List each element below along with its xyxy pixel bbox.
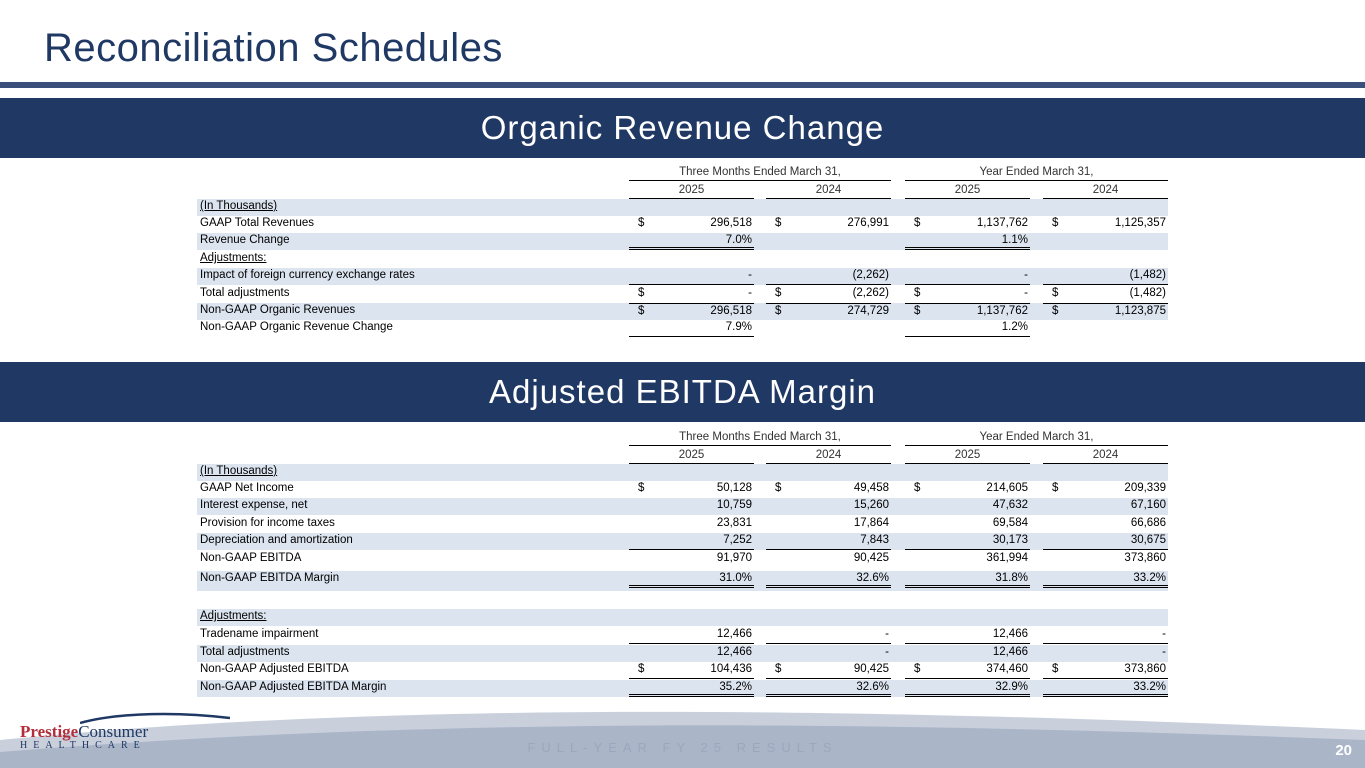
value-cell (1043, 645, 1168, 661)
value-cell (1043, 551, 1168, 567)
cell-value: 296,518 (710, 305, 752, 317)
organic-row (197, 216, 1168, 233)
value-cell (905, 303, 1030, 320)
value-cell (629, 303, 754, 320)
dollar-sign: $ (638, 217, 645, 229)
value-cell (1043, 286, 1168, 302)
value-cell (629, 216, 754, 232)
row-label: Non-GAAP Organic Revenue Change (200, 321, 393, 333)
ebitda-row (197, 662, 1168, 679)
value-cell (1043, 662, 1168, 679)
cell-value: 296,518 (710, 217, 752, 229)
value-cell (905, 498, 1030, 514)
value-cell (629, 662, 754, 679)
value-cell (1043, 216, 1168, 232)
ebitda-row (197, 571, 1168, 591)
row-label: Adjustments: (200, 252, 267, 264)
value-cell (1043, 627, 1168, 644)
row-label: Non-GAAP Adjusted EBITDA Margin (200, 681, 387, 693)
value-cell (629, 551, 754, 567)
cell-value: 209,339 (1124, 482, 1166, 494)
cell-value: 1.1% (1001, 234, 1028, 246)
cell-value: - (1162, 628, 1166, 640)
row-label: GAAP Net Income (200, 482, 294, 494)
cell-value: 7,843 (860, 534, 889, 546)
ebitda-row (197, 680, 1168, 697)
group-header-three-months: Three Months Ended March 31, (679, 166, 841, 178)
cell-value: 10,759 (716, 499, 752, 511)
value-cell (1043, 680, 1168, 697)
organic-row (197, 233, 1168, 250)
header-rule (629, 180, 891, 181)
value-cell (905, 268, 1030, 285)
cell-value: 32.6% (856, 681, 889, 693)
ebitda-row (197, 516, 1168, 533)
value-cell (766, 268, 891, 285)
cell-value: 35.2% (719, 681, 752, 693)
row-label: GAAP Total Revenues (200, 217, 315, 229)
value-cell (766, 233, 891, 249)
units-label: (In Thousands) (200, 465, 278, 477)
row-label: Impact of foreign currency exchange rates (200, 269, 415, 281)
cell-value: - (1162, 646, 1166, 658)
group-header-year: Year Ended March 31, (979, 431, 1094, 443)
year-header: 2025 (678, 184, 705, 196)
dollar-sign: $ (914, 217, 921, 229)
dollar-sign: $ (775, 217, 782, 229)
cell-value: 1,123,875 (1114, 305, 1166, 317)
organic-row (197, 303, 1168, 320)
section-ebitda-header: Adjusted EBITDA Margin (0, 362, 1365, 422)
cell-value: 12,466 (992, 646, 1028, 658)
organic-row (197, 268, 1168, 285)
dollar-sign: $ (775, 287, 782, 299)
cell-value: 373,860 (1124, 552, 1166, 564)
value-cell (1043, 320, 1168, 336)
dollar-sign: $ (638, 305, 645, 317)
page-number: 20 (1335, 742, 1352, 759)
dollar-sign: $ (775, 663, 782, 675)
organic-row (197, 251, 1168, 268)
dollar-sign: $ (1052, 663, 1059, 675)
cell-value: 69,584 (992, 517, 1028, 529)
value-cell (1043, 481, 1168, 497)
cell-value: (1,482) (1129, 287, 1166, 299)
row-label: Non-GAAP EBITDA Margin (200, 572, 340, 584)
ebitda-row (197, 481, 1168, 498)
cell-value: 47,632 (992, 499, 1028, 511)
cell-value: 33.2% (1133, 681, 1166, 693)
page-title: Reconciliation Schedules (44, 26, 503, 70)
cell-value: 23,831 (716, 517, 752, 529)
value-cell (766, 533, 891, 550)
ebitda-row (197, 533, 1168, 550)
row-label: Interest expense, net (200, 499, 308, 511)
cell-value: 276,991 (847, 217, 889, 229)
year-header: 2024 (1092, 449, 1119, 461)
logo-word-consumer: Consumer (78, 722, 149, 741)
value-cell (1043, 516, 1168, 532)
year-header: 2024 (815, 184, 842, 196)
value-cell (905, 516, 1030, 532)
year-header: 2025 (954, 449, 981, 461)
value-cell (629, 233, 754, 250)
value-cell (905, 627, 1030, 644)
dollar-sign: $ (914, 482, 921, 494)
ebitda-row (197, 551, 1168, 568)
value-cell (766, 645, 891, 661)
value-cell (905, 286, 1030, 302)
dollar-sign: $ (638, 482, 645, 494)
header-rule (905, 445, 1168, 446)
ebitda-row (197, 609, 1168, 626)
dollar-sign: $ (1052, 217, 1059, 229)
cell-value: 67,160 (1130, 499, 1166, 511)
value-cell (905, 533, 1030, 550)
cell-value: 1,125,357 (1114, 217, 1166, 229)
value-cell (905, 551, 1030, 567)
units-row (197, 464, 1168, 481)
row-label: Adjustments: (200, 610, 267, 622)
units-label: (In Thousands) (200, 200, 278, 212)
year-header: 2024 (1092, 184, 1119, 196)
cell-value: 49,458 (853, 482, 889, 494)
dollar-sign: $ (775, 482, 782, 494)
value-cell (766, 571, 891, 588)
section-organic-revenue-header: Organic Revenue Change (0, 98, 1365, 158)
cell-value: 12,466 (992, 628, 1028, 640)
cell-value: 7.0% (725, 234, 752, 246)
value-cell (629, 320, 754, 337)
group-header-year: Year Ended March 31, (979, 166, 1094, 178)
row-label: Depreciation and amortization (200, 534, 353, 546)
value-cell (905, 645, 1030, 661)
value-cell (629, 516, 754, 532)
dollar-sign: $ (638, 287, 645, 299)
value-cell (629, 498, 754, 514)
cell-value: 30,675 (1130, 534, 1166, 546)
value-cell (629, 645, 754, 661)
footer-tagline: FULL-YEAR FY 25 RESULTS (527, 740, 838, 755)
value-cell (1043, 303, 1168, 320)
value-cell (766, 498, 891, 514)
cell-value: 1,137,762 (976, 305, 1028, 317)
row-label: Revenue Change (200, 234, 290, 246)
value-cell (629, 481, 754, 497)
dollar-sign: $ (914, 305, 921, 317)
value-cell (629, 286, 754, 302)
cell-value: 50,128 (716, 482, 752, 494)
value-cell (905, 216, 1030, 232)
value-cell (766, 286, 891, 302)
cell-value: (2,262) (852, 287, 889, 299)
value-cell (1043, 533, 1168, 550)
value-cell (766, 662, 891, 679)
value-cell (766, 216, 891, 232)
cell-value: (1,482) (1129, 269, 1166, 281)
cell-value: 90,425 (853, 663, 889, 675)
cell-value: 214,605 (986, 482, 1028, 494)
dollar-sign: $ (638, 663, 645, 675)
cell-value: (2,262) (852, 269, 889, 281)
cell-value: - (885, 646, 889, 658)
row-label: Non-GAAP Adjusted EBITDA (200, 663, 349, 675)
dollar-sign: $ (1052, 482, 1059, 494)
header-rule (629, 445, 891, 446)
value-cell (905, 571, 1030, 588)
value-cell (905, 680, 1030, 697)
organic-row (197, 320, 1168, 337)
cell-value: 1.2% (1001, 321, 1028, 333)
cell-value: - (748, 287, 752, 299)
cell-value: - (1024, 269, 1028, 281)
cell-value: 32.6% (856, 572, 889, 584)
value-cell (905, 481, 1030, 497)
value-cell (766, 680, 891, 697)
cell-value: 30,173 (992, 534, 1028, 546)
cell-value: 31.8% (995, 572, 1028, 584)
cell-value: 104,436 (710, 663, 752, 675)
value-cell (766, 516, 891, 532)
dollar-sign: $ (775, 305, 782, 317)
dollar-sign: $ (1052, 305, 1059, 317)
value-cell (629, 533, 754, 550)
cell-value: 33.2% (1133, 572, 1166, 584)
cell-value: 7.9% (725, 321, 752, 333)
cell-value: 90,425 (853, 552, 889, 564)
row-label: Total adjustments (200, 646, 290, 658)
cell-value: 361,994 (986, 552, 1028, 564)
value-cell (766, 627, 891, 644)
dollar-sign: $ (914, 663, 921, 675)
year-header: 2025 (678, 449, 705, 461)
ebitda-row (197, 627, 1168, 644)
units-row (197, 199, 1168, 216)
logo-word-prestige: Prestige (20, 722, 79, 741)
cell-value: 1,137,762 (976, 217, 1028, 229)
cell-value: - (885, 628, 889, 640)
cell-value: 91,970 (716, 552, 752, 564)
value-cell (629, 268, 754, 285)
cell-value: 31.0% (719, 572, 752, 584)
row-label: Provision for income taxes (200, 517, 335, 529)
value-cell (1043, 498, 1168, 514)
cell-value: 15,260 (853, 499, 889, 511)
value-cell (905, 320, 1030, 337)
ebitda-row (197, 645, 1168, 662)
cell-value: - (748, 269, 752, 281)
value-cell (1043, 571, 1168, 588)
row-label: Non-GAAP Organic Revenues (200, 304, 356, 316)
value-cell (766, 303, 891, 320)
cell-value: 274,729 (847, 305, 889, 317)
cell-value: 17,864 (853, 517, 889, 529)
cell-value: 12,466 (716, 628, 752, 640)
value-cell (1043, 268, 1168, 285)
row-label: Total adjustments (200, 287, 290, 299)
value-cell (1043, 233, 1168, 249)
header-rule (905, 180, 1168, 181)
cell-value: 32.9% (995, 681, 1028, 693)
row-label: Non-GAAP EBITDA (200, 552, 302, 564)
value-cell (905, 662, 1030, 679)
value-cell (629, 680, 754, 697)
cell-value: 374,460 (986, 663, 1028, 675)
value-cell (766, 551, 891, 567)
cell-value: 12,466 (716, 646, 752, 658)
cell-value: 66,686 (1130, 517, 1166, 529)
value-cell (766, 481, 891, 497)
value-cell (766, 320, 891, 336)
value-cell (629, 627, 754, 644)
cell-value: 373,860 (1124, 663, 1166, 675)
cell-value: - (1024, 287, 1028, 299)
year-header: 2024 (815, 449, 842, 461)
value-cell (905, 233, 1030, 250)
value-cell (629, 571, 754, 588)
ebitda-row (197, 498, 1168, 515)
row-label: Tradename impairment (200, 628, 319, 640)
organic-row (197, 286, 1168, 303)
logo-word-healthcare: HEALTHCARE (20, 740, 146, 751)
dollar-sign: $ (1052, 287, 1059, 299)
cell-value: 7,252 (723, 534, 752, 546)
dollar-sign: $ (914, 287, 921, 299)
year-header: 2025 (954, 184, 981, 196)
group-header-three-months: Three Months Ended March 31, (679, 431, 841, 443)
title-divider (0, 82, 1365, 88)
